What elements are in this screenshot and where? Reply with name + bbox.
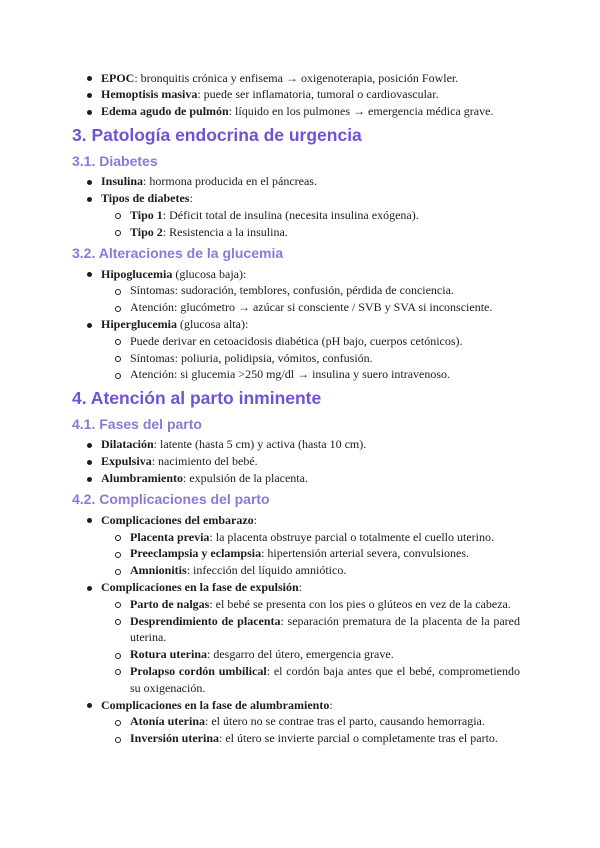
list-item-term: Prolapso cordón umbilical [130, 664, 267, 679]
sub-list-item [130, 529, 520, 546]
list-item-term: Atonía uterina [130, 714, 205, 729]
list-item-text: Síntomas: sudoración, temblores, confusión, pérdida de conciencia. [130, 283, 454, 298]
sub-list-item [130, 224, 520, 241]
list-item-text: : [298, 580, 303, 595]
sub-list-item [130, 713, 520, 730]
list-item [101, 436, 535, 453]
sub-bullet-list [130, 529, 520, 579]
list-item-term: Complicaciones en la fase de alumbramiento [101, 697, 330, 712]
list-item [101, 86, 535, 103]
list-item-text: : la placenta obstruye parcial o totalmente el cuello uterino. [209, 529, 494, 544]
list-item-text: : separación prematura de la placenta de la pared uterina. [130, 613, 520, 645]
sub-list-item [130, 730, 520, 747]
list-item-text: : infección del líquido amniótico. [186, 563, 347, 578]
list-item [101, 103, 535, 120]
list-item [101, 512, 535, 579]
sub-list-item [130, 646, 520, 663]
sub-bullet-list [130, 596, 520, 697]
list-item-text: Atención: si glucemia >250 mg/dl → insulina y suero intravenoso. [130, 367, 451, 382]
list-item-term: Inversión uterina [130, 731, 220, 746]
sub-list-item [130, 282, 520, 299]
list-item-text: : expulsión de la placenta. [183, 470, 308, 485]
list-item-text: : el útero se invierte parcial o completamente tras el parto. [219, 731, 498, 746]
sub-list-item [130, 299, 520, 316]
list-item-text: : bronquitis crónica y enfisema → oxigenoterapia, posición Fowler. [134, 70, 459, 85]
sub-list-item [130, 663, 520, 697]
sub-bullet-list [130, 333, 520, 383]
bullet-list [101, 512, 535, 747]
section-heading: 3. Patología endocrina de urgencia [72, 124, 362, 145]
subsection-heading: 3.1. Diabetes [72, 152, 158, 169]
sub-list-item [130, 333, 520, 350]
list-item-term: Edema agudo de pulmón [101, 104, 229, 119]
bullet-list [101, 173, 535, 240]
sub-list-item [130, 613, 520, 647]
list-item-term: Parto de nalgas [130, 596, 210, 611]
list-item [101, 190, 535, 240]
list-item-text: Síntomas: poliuria, polidipsia, vómitos, confusión. [130, 350, 373, 365]
list-item-term: Hiperglucemia [101, 316, 177, 331]
sub-list-item [130, 366, 520, 383]
list-item-text: : Resistencia a la insulina. [162, 224, 288, 239]
list-item-text: : [253, 512, 257, 527]
list-item-term: Desprendimiento de placenta [130, 613, 281, 628]
list-item-term: Amnionitis [130, 563, 187, 578]
list-item-term: EPOC [101, 70, 135, 85]
bullet-list [101, 70, 535, 120]
list-item-text: : latente (hasta 5 cm) y activa (hasta 10 cm). [153, 437, 367, 452]
list-item-text: : hipertensión arterial severa, convulsiones. [261, 546, 470, 561]
list-item [101, 316, 535, 383]
sub-list-item [130, 207, 520, 224]
subsection-heading: 4.1. Fases del parto [72, 415, 202, 432]
list-item-text: : el cordón baja antes que el bebé, comprometiendo su oxigenación. [130, 664, 520, 695]
sub-list-item [130, 562, 520, 579]
list-item [101, 173, 535, 190]
section-heading: 4. Atención al parto inminente [72, 387, 322, 408]
list-item-text: (glucosa baja): [172, 266, 247, 281]
list-item-text: : [329, 697, 333, 712]
bullet-list [101, 266, 535, 384]
list-item-text: : Déficit total de insulina (necesita insulina exógena). [162, 207, 419, 222]
list-item [101, 70, 535, 87]
list-item-text: : el bebé se presenta con los pies o glúteos en vez de la cabeza. [209, 596, 511, 611]
sub-list-item [130, 350, 520, 367]
list-item-term: Alumbramiento [101, 470, 183, 485]
sub-list-item [130, 545, 520, 562]
list-item-text: : [189, 190, 193, 205]
list-item [101, 579, 535, 697]
subsection-heading: 3.2. Alteraciones de la glucemia [72, 244, 284, 261]
list-item-text: Puede derivar en cetoacidosis diabética (pH bajo, cuerpos cetónicos). [130, 333, 463, 348]
list-item-term: Insulina [101, 174, 144, 189]
list-item-text: : hormona producida en el páncreas. [143, 174, 317, 189]
list-item-term: Hemoptisis masiva [101, 87, 198, 102]
list-item-term: Expulsiva [101, 454, 152, 469]
list-item-term: Hipoglucemia [101, 266, 173, 281]
list-item-term: Dilatación [101, 437, 154, 452]
list-item-text: (glucosa alta): [176, 316, 249, 331]
bullet-list [101, 436, 535, 486]
list-item-term: Tipos de diabetes [101, 190, 190, 205]
list-item-term: Rotura uterina [130, 647, 207, 662]
list-item [101, 453, 535, 470]
list-item-text: : el útero no se contrae tras el parto, causando hemorragia. [205, 714, 485, 729]
sub-bullet-list [130, 713, 520, 747]
sub-bullet-list [130, 207, 520, 241]
subsection-heading: 4.2. Complicaciones del parto [72, 491, 270, 508]
sub-list-item [130, 596, 520, 613]
list-item-term: Placenta previa [130, 529, 210, 544]
list-item-term: Complicaciones en la fase de expulsión [101, 580, 299, 595]
list-item-term: Complicaciones del embarazo [101, 512, 254, 527]
list-item-text: : desgarro del útero, emergencia grave. [207, 647, 394, 662]
list-item-text: : puede ser inflamatoria, tumoral o cardiovascular. [197, 87, 439, 102]
sub-bullet-list [130, 282, 520, 316]
list-item-text: : líquido en los pulmones → emergencia médica grave. [228, 104, 494, 119]
list-item-text: : nacimiento del bebé. [151, 454, 258, 469]
list-item [101, 697, 535, 747]
list-item-term: Preeclampsia y eclampsia [130, 546, 262, 561]
list-item-term: Tipo 2 [130, 224, 163, 239]
list-item [101, 470, 535, 487]
list-item [101, 266, 535, 316]
list-item-term: Tipo 1 [130, 207, 163, 222]
list-item-text: Atención: glucómetro → azúcar si consciente / SVB y SVA si inconsciente. [130, 300, 493, 315]
